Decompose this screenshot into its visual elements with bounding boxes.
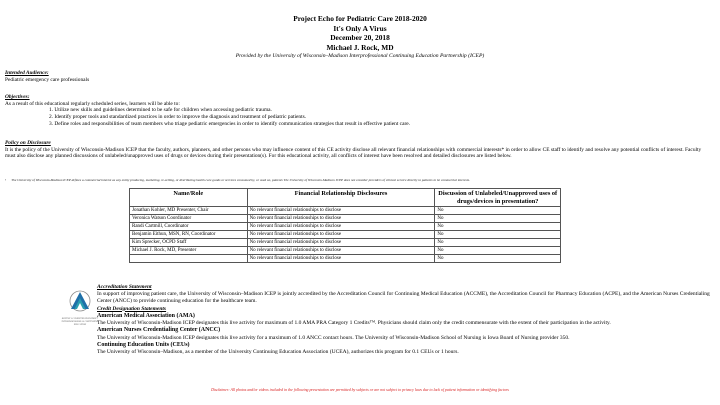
credit-designation-heading: Credit Designation Statements bbox=[97, 305, 167, 312]
cell-name: Michael J. Rock, MD, Presenter bbox=[130, 247, 248, 255]
objectives-section bbox=[5, 94, 712, 128]
cell-name: Kim Sprecker, OCPD Staff bbox=[130, 239, 248, 247]
ceu-text: The University of Wisconsin–Madison, as a member of the University Continuing Education Association (UCEA), authorizes this program for 0.1 CEUs or 1 hours. bbox=[97, 349, 459, 356]
table-row bbox=[130, 215, 561, 223]
ancc-heading: American Nurses Credentialing Center (ANCC) bbox=[97, 327, 221, 334]
cell-unlabeled: No bbox=[435, 247, 561, 255]
document-header bbox=[0, 0, 720, 60]
audience-text: Pediatric emergency care professionals bbox=[5, 76, 90, 83]
session-date: December 20, 2018 bbox=[330, 33, 390, 43]
table-row bbox=[130, 247, 561, 255]
accreditation-section bbox=[97, 284, 712, 357]
logo-text: JOINTLY ACCREDITED PROVIDER™ INTERPROFESSIONAL CONTINUING EDUCATION bbox=[61, 318, 99, 326]
cell-financial: No relevant financial relationships to disclose bbox=[247, 207, 435, 215]
table-row bbox=[130, 255, 561, 263]
ama-heading: American Medical Association (AMA) bbox=[97, 312, 195, 319]
presenter-name: Michael J. Rock, MD bbox=[326, 42, 394, 52]
cell-unlabeled: No bbox=[435, 231, 561, 239]
photo-disclaimer: Disclaimer: All photos and/or videos included in the following presentation are permitted by subjects or are not subject to privacy laws due to lack of patient information or identifying factors bbox=[211, 388, 509, 392]
cell-unlabeled: No bbox=[435, 255, 561, 263]
cell-unlabeled: No bbox=[435, 207, 561, 215]
cell-name: Benjamin Eithun, MSN, RN, Coordinator bbox=[130, 231, 248, 239]
program-title: Project Echo for Pediatric Care 2018-2020 bbox=[293, 14, 427, 23]
cell-name: Jonathan Kohler, MD Presenter, Chair bbox=[130, 207, 248, 215]
table-row bbox=[130, 223, 561, 231]
cell-financial: No relevant financial relationships to disclose bbox=[247, 215, 435, 223]
col-header-unlabeled-uses: Discussion of Unlabeled/Unapproved uses of drugs/devices in presentation? bbox=[435, 189, 561, 207]
disclosure-table bbox=[129, 188, 561, 263]
commercial-interest-footnote: • The University of Wisconsin-Madison ICEP defines a commercial interest as any entity producing, marketing, re-selling, or distributing health care goods or services consumed by, or used on, patients The University of Wisconsin-Madison ICEP does not consider providers of clinical service directly to patients to be commercial interests. bbox=[5, 178, 470, 182]
objectives-intro: As a result of this educational regularly scheduled series, learners will be able to: bbox=[5, 100, 180, 107]
objective-item: 2. Identify proper tools and standardized practices in order to improve the diagnosis and treatment of pediatric patients. bbox=[49, 114, 307, 121]
cell-name: Randi Cartmill, Coordinator bbox=[130, 223, 248, 231]
session-title: It's Only A Virus bbox=[333, 23, 387, 33]
cell-name: Veronica Watson Coordinator bbox=[130, 215, 248, 223]
provider-statement: Provided by the University of Wisconsin–Madison Interprofessional Continuing Education Partnership (ICEP) bbox=[235, 53, 485, 60]
cell-name bbox=[130, 255, 248, 263]
table-row bbox=[130, 239, 561, 247]
objectives-list bbox=[5, 107, 712, 127]
col-header-name-role: Name/Role bbox=[130, 189, 248, 207]
table-row bbox=[130, 207, 561, 215]
table-header-row bbox=[130, 189, 561, 207]
cell-unlabeled: No bbox=[435, 215, 561, 223]
accreditation-heading: Accreditation Statement bbox=[97, 284, 152, 290]
objectives-heading: Objectives: bbox=[5, 94, 30, 100]
ancc-text: The University of Wisconsin-Madison ICEP designates this live activity for a maximum of 1.0 ANCC contact hours. The University of Wisconsin-Madison School of Nursing is Iowa Board of Nursing provider 350. bbox=[97, 334, 570, 341]
objective-item: 1. Utilize new skills and guidelines determined to be safe for children when accessing pediatric trauma. bbox=[49, 107, 272, 114]
cell-financial: No relevant financial relationships to disclose bbox=[247, 239, 435, 247]
jointly-accredited-logo bbox=[59, 290, 101, 326]
table-row bbox=[130, 231, 561, 239]
cell-financial: No relevant financial relationships to disclose bbox=[247, 223, 435, 231]
disclosure-heading: Policy on Disclosure bbox=[5, 140, 51, 146]
ceu-heading: Continuing Education Units (CEUs) bbox=[97, 342, 190, 349]
audience-section bbox=[5, 70, 712, 83]
cell-financial: No relevant financial relationships to disclose bbox=[247, 247, 435, 255]
objective-item: 3. Define roles and responsibilities of team members who triage pediatric emergencies in order to identify communication strategies that result in effective patient care. bbox=[49, 120, 410, 127]
accreditation-emblem-icon bbox=[65, 290, 95, 318]
cell-unlabeled: No bbox=[435, 239, 561, 247]
col-header-financial: Financial Relationship Disclosures bbox=[247, 189, 435, 207]
cell-financial: No relevant financial relationships to disclose bbox=[247, 255, 435, 263]
cell-financial: No relevant financial relationships to disclose bbox=[247, 231, 435, 239]
accreditation-text: In support of improving patient care, the University of Wisconsin–Madison ICEP is jointly accredited by the Accreditation Council for Continuing Medical Education (ACCME), the Accreditation Council for Pharmacy Education (ACPE), and the American Nurses Credentialing Center (ANCC) to provide continuing education for the healthcare team. bbox=[97, 291, 710, 305]
audience-heading: Intended Audience: bbox=[5, 70, 49, 76]
ama-text: The University of Wisconsin-Madison ICEP designates this live activity for maximum of 1.0 AMA PRA Category 1 Credits™. Physicians should claim only the credit commensurate with the extent of their participation in the activity. bbox=[97, 320, 611, 327]
disclosure-text: It is the policy of the University of Wisconsin-Madison ICEP that the faculty, authors, planners, and other persons who may influence content of this CE activity disclose all relevant financial relationships with commercial interests* in order to allow CE staff to identify and resolve any potential conflicts of interest. Faculty must also disclose any planned discussions of unlabeled/unapproved uses of drugs or devices during their presentation(s). For this educational activity, all conflicts of interest have been resolved and detailed disclosures are listed below. bbox=[5, 146, 702, 160]
disclosure-section bbox=[5, 140, 712, 160]
footnote-text: The University of Wisconsin-Madison ICEP defines a commercial interest as any entity producing, marketing, re-selling, or distributing health care goods or services consumed by, or used on, patients The University of Wisconsin-Madison ICEP does not consider providers of clinical service directly to patients to be commercial interests. bbox=[11, 178, 470, 182]
cell-unlabeled: No bbox=[435, 223, 561, 231]
